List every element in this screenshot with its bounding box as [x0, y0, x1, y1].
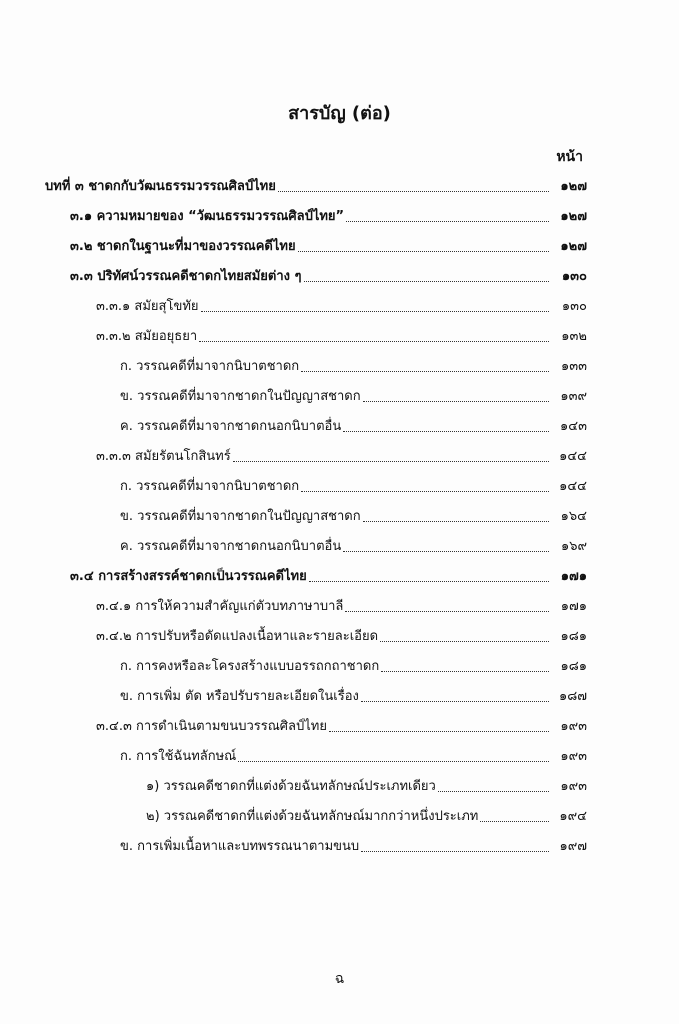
dot-leader [480, 821, 549, 822]
toc-entry-label: ๓.๔.๑ การให้ความสำคัญแก่ตัวบทภาษาบาลี [96, 599, 344, 614]
toc-entry-label: ๓.๓.๒ สมัยอยุธยา [96, 329, 198, 344]
toc-entry-label: ๓.๓ ปริทัศน์วรรณคดีชาดกไทยสมัยต่าง ๆ [70, 269, 302, 284]
dot-leader [278, 191, 549, 192]
toc-entry-page: ๑๘๑ [560, 629, 587, 644]
toc-entry-page: ๑๔๔ [559, 449, 587, 464]
toc-entry[interactable] [70, 562, 587, 586]
toc-entry-label: ๑) วรรณคดีชาดกที่แต่งด้วยฉันทลักษณ์ประเภทเดียว [146, 779, 436, 794]
toc-entry-label: ก. วรรณคดีที่มาจากนิบาตชาดก [120, 359, 300, 374]
toc-entry-page: ๑๓๓ [560, 359, 587, 374]
dot-leader [301, 491, 549, 492]
dot-leader [304, 281, 549, 282]
toc-entry-label: ๓.๓.๑ สมัยสุโขทัย [96, 299, 199, 314]
page-column-header: หน้า [556, 149, 583, 165]
toc-entry-label: ข. วรรณคดีที่มาจากชาดกในปัญญาสชาดก [120, 509, 361, 524]
dot-leader [238, 761, 549, 762]
toc-entry-label: ๓.๔.๓ การดำเนินตามขนบวรรณศิลป์ไทย [96, 719, 327, 734]
toc-entry-page: ๑๘๑ [560, 659, 587, 674]
dot-leader [381, 671, 549, 672]
toc-entry[interactable] [120, 532, 587, 556]
toc-entry-label: ข. การเพิ่ม ตัด หรือปรับรายละเอียดในเรื่อง [120, 689, 359, 704]
toc-entry-page: ๑๘๗ [558, 689, 587, 704]
toc-entry-label: ๓.๑ ความหมายของ “วัฒนธรรมวรรณศิลป์ไทย” [70, 209, 345, 224]
dot-leader [343, 431, 549, 432]
toc-entry-label: บทที่ ๓ ชาดกกับวัฒนธรรมวรรณศิลป์ไทย [45, 179, 276, 194]
toc-entry-label: ค. วรรณคดีที่มาจากชาดกนอกนิบาตอื่น [120, 539, 342, 554]
dot-leader [346, 221, 549, 222]
toc-entry[interactable] [45, 172, 587, 196]
toc-entry[interactable] [146, 772, 587, 796]
dot-leader [361, 701, 549, 702]
toc-entry[interactable] [96, 442, 587, 466]
toc-entry[interactable] [96, 592, 587, 616]
dot-leader [233, 461, 549, 462]
dot-leader [380, 641, 549, 642]
dot-leader [345, 611, 549, 612]
dot-leader [301, 371, 549, 372]
toc-entry[interactable] [96, 322, 587, 346]
toc-entry[interactable] [120, 742, 587, 766]
toc-entry-page: ๑๙๓ [560, 749, 587, 764]
toc-entry-label: ก. การใช้ฉันทลักษณ์ [120, 749, 237, 764]
toc-entry[interactable] [120, 832, 587, 856]
toc-entry-page: ๑๙๔ [559, 809, 587, 824]
toc-entry-page: ๑๓๐ [561, 269, 587, 284]
toc-entry-label: ๒) วรรณคดีชาดกที่แต่งด้วยฉันทลักษณ์มากกว่าหนึ่งประเภท [146, 809, 479, 824]
toc-entry-label: ๓.๔ การสร้างสรรค์ชาดกเป็นวรรณคดีไทย [70, 569, 307, 584]
dot-leader [298, 251, 549, 252]
toc-entry-page: ๑๙๗ [559, 839, 587, 854]
toc-entry-label: ข. วรรณคดีที่มาจากชาดกในปัญญาสชาดก [120, 389, 361, 404]
toc-entry-page: ๑๓๙ [560, 389, 587, 404]
dot-leader [438, 791, 549, 792]
toc-entry-label: ค. วรรณคดีที่มาจากชาดกนอกนิบาตอื่น [120, 419, 342, 434]
footer-page-number: ฉ [334, 971, 345, 987]
dot-leader [343, 551, 549, 552]
toc-entry-label: ๓.๓.๓ สมัยรัตนโกสินทร์ [96, 449, 231, 464]
toc-entry[interactable] [120, 352, 587, 376]
toc-entry-page: ๑๗๑ [560, 599, 587, 614]
toc-entry[interactable] [96, 622, 587, 646]
dot-leader [361, 851, 549, 852]
toc-entry-page: ๑๙๓ [560, 719, 587, 734]
toc-entry[interactable] [120, 382, 587, 406]
toc-entry-page: ๑๓๐ [561, 299, 587, 314]
dot-leader [329, 731, 549, 732]
toc-entry[interactable] [120, 652, 587, 676]
toc-entry-label: ๓.๒ ชาดกในฐานะที่มาของวรรณคดีไทย [70, 239, 296, 254]
toc-entry[interactable] [120, 412, 587, 436]
toc-entry-page: ๑๖๙ [560, 539, 587, 554]
toc-entry[interactable] [70, 202, 587, 226]
toc-entry-page: ๑๒๗ [560, 179, 587, 194]
dot-leader [363, 521, 549, 522]
toc-entry[interactable] [70, 262, 587, 286]
dot-leader [201, 311, 549, 312]
toc-entry-label: ก. การคงหรือละโครงสร้างแบบอรรถกถาชาดก [120, 659, 380, 674]
page-title: สารบัญ (ต่อ) [288, 103, 391, 124]
toc-entry[interactable] [96, 712, 587, 736]
toc-entry[interactable] [70, 232, 587, 256]
toc-entry-page: ๑๒๗ [560, 239, 587, 254]
toc-entry-page: ๑๖๔ [560, 509, 587, 524]
toc-entry[interactable] [120, 472, 587, 496]
toc-entry-label: ข. การเพิ่มเนื้อหาและบทพรรณนาตามขนบ [120, 839, 360, 854]
toc-entry-page: ๑๔๓ [560, 419, 587, 434]
toc-entry-label: ๓.๔.๒ การปรับหรือดัดแปลงเนื้อหาและรายละเอียด [96, 629, 379, 644]
toc-entry-page: ๑๓๒ [561, 329, 587, 344]
dot-leader [309, 581, 549, 582]
toc-entry-page: ๑๗๑ [560, 569, 587, 584]
toc-entry-page: ๑๔๔ [559, 479, 587, 494]
toc-entry-label: ก. วรรณคดีที่มาจากนิบาตชาดก [120, 479, 300, 494]
toc-entry[interactable] [146, 802, 587, 826]
dot-leader [363, 401, 549, 402]
dot-leader [199, 341, 549, 342]
toc-entry[interactable] [120, 682, 587, 706]
toc-entry[interactable] [96, 292, 587, 316]
toc-entry[interactable] [120, 502, 587, 526]
toc-entry-page: ๑๙๓ [560, 779, 587, 794]
toc-entry-page: ๑๒๗ [560, 209, 587, 224]
